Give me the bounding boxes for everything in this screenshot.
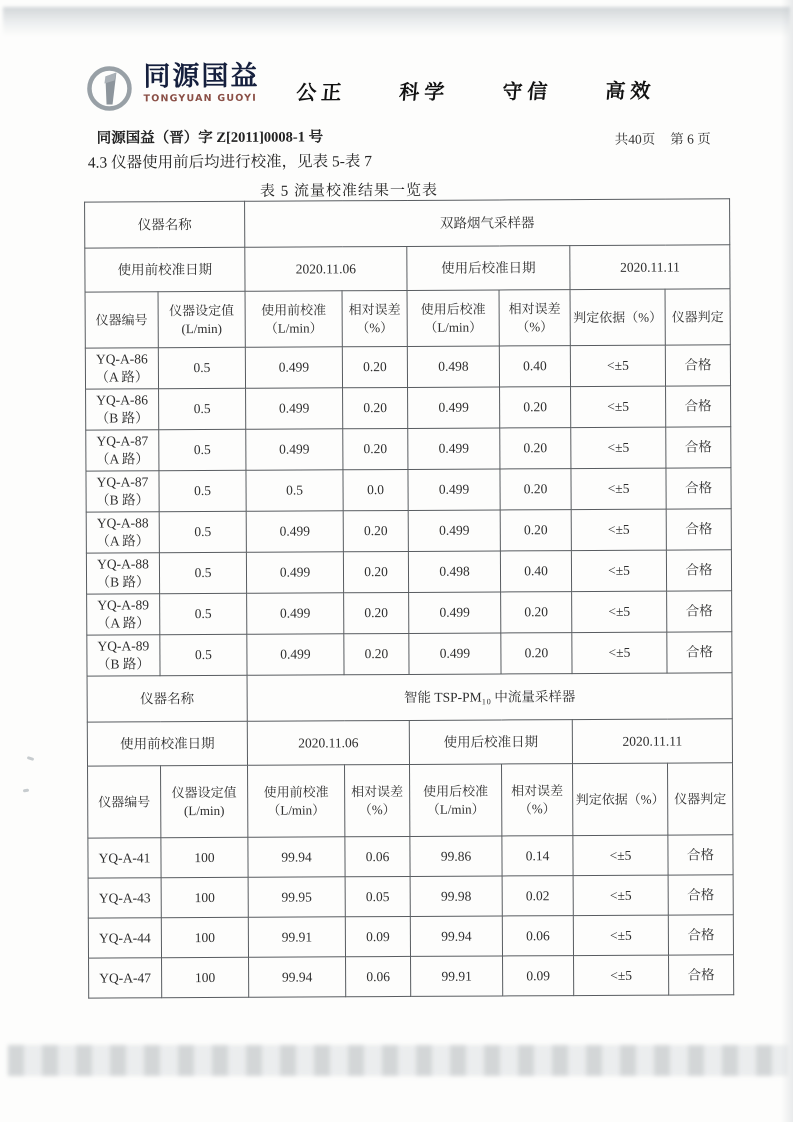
cell-post-cal: 0.498 [408,551,500,592]
cell-pre-cal: 0.499 [247,593,344,635]
post-date: 2020.11.11 [570,245,730,290]
col-header: 相对误差（%） [502,764,573,836]
cell-criterion: <±5 [572,591,667,632]
cell-instrument-id: YQ-A-43 [88,878,161,918]
table-row [85,199,730,248]
cell-pre-err: 0.09 [345,916,410,956]
cell-result: 合格 [666,386,731,427]
table-row [85,245,730,292]
cell-pre-err: 0.06 [345,836,410,876]
cell-post-err: 0.40 [499,346,570,387]
col-header: 相对误差（%） [499,290,570,346]
cell-set-value: 0.5 [159,470,246,511]
cell-set-value: 0.5 [160,593,247,634]
pre-date: 2020.11.06 [245,246,407,291]
document-number: 同源国益（晋）字 Z[2011]0008-1 号 [97,125,323,147]
cell-pre-cal: 0.5 [246,470,343,512]
cell-post-err: 0.20 [501,592,572,633]
instrument-name: 智能 TSP-PM₁₀ 中流量采样器 [247,673,732,722]
cell-pre-cal: 0.499 [246,552,343,594]
cell-set-value: 0.5 [159,552,246,593]
table-row [86,386,731,430]
cell-pre-err: 0.05 [345,876,410,916]
col-header: 相对误差（%） [342,290,407,346]
company-logo [84,63,259,114]
cell-criterion: <±5 [574,955,669,995]
cell-set-value: 100 [162,957,249,997]
cell-post-err: 0.14 [502,836,573,876]
table-row [86,550,731,594]
table-row [86,468,731,512]
pre-date-label: 使用前校准日期 [85,247,245,292]
cell-pre-cal: 99.95 [248,877,345,918]
instrument-name-label: 仪器名称 [85,201,245,248]
table-row [85,345,730,389]
cell-result: 合格 [666,468,731,509]
table-header-row [85,289,730,348]
cell-result: 合格 [666,509,731,550]
calibration-table [84,198,734,998]
table-header-row [88,763,733,838]
cell-instrument-id: YQ-A-89（A 路） [87,594,160,635]
cell-criterion: <±5 [573,835,668,875]
slogan-word: 高效 [604,75,656,104]
cell-criterion: <±5 [571,427,666,468]
cell-pre-err: 0.20 [343,551,408,592]
col-header: 仪器编号 [85,292,158,348]
section-heading: 4.3 仪器使用前后均进行校准，见表 5-表 7 [88,149,372,172]
cell-post-cal: 0.499 [409,592,501,633]
cell-instrument-id: YQ-A-44 [88,918,161,958]
col-header: 仪器判定 [665,289,730,345]
cell-pre-cal: 0.499 [246,388,343,430]
cell-criterion: <±5 [570,345,665,386]
col-header: 使用后校准（L/min） [410,764,502,836]
col-header: 仪器设定值(L/min) [158,291,245,347]
cell-result: 合格 [665,345,730,386]
cell-pre-err: 0.20 [343,387,408,428]
cell-result: 合格 [668,835,733,875]
cell-instrument-id: YQ-A-41 [88,838,161,878]
logo-icon [84,63,134,113]
pre-date: 2020.11.06 [247,720,409,765]
cell-instrument-id: YQ-A-88（B 路） [86,553,159,594]
cell-pre-err: 0.20 [342,346,407,387]
col-header: 判定依据（%） [570,289,665,345]
post-date: 2020.11.11 [572,719,732,764]
cell-pre-err: 0.20 [344,633,409,674]
col-header: 使用前校准（L/min） [245,291,342,348]
cell-set-value: 100 [161,837,248,877]
cell-result: 合格 [668,875,733,915]
cell-pre-err: 0.0 [343,469,408,510]
total-pages: 共40页 [615,128,656,148]
cell-criterion: <±5 [573,915,668,955]
cell-result: 合格 [669,955,734,995]
cell-result: 合格 [668,915,733,955]
cell-post-cal: 99.94 [410,916,502,956]
cell-post-cal: 99.86 [410,836,502,876]
table-row [87,673,732,722]
table-row [86,427,731,471]
cell-pre-cal: 99.94 [248,837,345,878]
cell-post-err: 0.20 [500,469,571,510]
slogan-word: 公正 [295,76,347,105]
cell-post-err: 0.06 [502,916,573,956]
post-date-label: 使用后校准日期 [407,246,570,291]
col-header: 仪器设定值(L/min) [161,765,248,837]
col-header: 仪器判定 [667,763,732,835]
table-row [87,591,732,635]
cell-criterion: <±5 [573,875,668,915]
logo-text [143,63,259,105]
cell-pre-err: 0.20 [344,592,409,633]
cell-instrument-id: YQ-A-87（B 路） [86,471,159,512]
cell-result: 合格 [667,632,732,673]
cell-set-value: 0.5 [159,429,246,470]
cell-post-err: 0.20 [500,510,571,551]
cell-result: 合格 [666,550,731,591]
cell-criterion: <±5 [571,468,666,509]
cell-criterion: <±5 [572,632,667,673]
cell-set-value: 0.5 [160,634,247,675]
cell-instrument-id: YQ-A-86（B 路） [86,389,159,430]
cell-post-cal: 0.499 [408,428,500,469]
slogan [295,75,656,106]
cell-post-err: 0.09 [503,956,574,996]
col-header: 相对误差（%） [345,764,410,836]
table-row [89,955,734,998]
cell-post-cal: 0.499 [408,510,500,551]
slogan-word: 科学 [398,76,450,105]
cell-pre-cal: 0.499 [245,347,342,389]
cell-result: 合格 [667,591,732,632]
current-page: 第 6 页 [670,127,711,147]
table-row [88,915,733,958]
col-header: 使用前校准（L/min） [248,765,345,838]
col-header: 判定依据（%） [573,763,668,835]
cell-pre-cal: 0.499 [246,429,343,471]
cell-pre-err: 0.20 [343,428,408,469]
cell-instrument-id: YQ-A-87（A 路） [86,430,159,471]
cell-pre-cal: 0.499 [247,634,344,676]
col-header: 仪器编号 [88,766,161,838]
cell-instrument-id: YQ-A-88（A 路） [86,512,159,553]
cell-post-err: 0.02 [502,876,573,916]
table-row [86,509,731,553]
cell-post-err: 0.20 [500,428,571,469]
cell-set-value: 0.5 [159,511,246,552]
cell-post-cal: 99.91 [411,956,503,996]
post-date-label: 使用后校准日期 [409,720,572,765]
pre-date-label: 使用前校准日期 [87,721,247,766]
table-title: 表 5 流量校准结果一览表 [260,179,438,201]
cell-set-value: 100 [161,917,248,957]
col-header: 使用后校准（L/min） [407,290,499,346]
table-row [88,875,733,918]
cell-post-cal: 99.98 [410,876,502,916]
cell-set-value: 100 [161,877,248,917]
cell-pre-err: 0.20 [343,510,408,551]
cell-pre-err: 0.06 [346,956,411,996]
cell-post-cal: 0.499 [408,387,500,428]
cell-set-value: 0.5 [158,347,245,388]
cell-criterion: <±5 [571,509,666,550]
cell-post-cal: 0.498 [407,346,499,387]
cell-post-cal: 0.499 [409,633,501,674]
cell-pre-cal: 99.91 [248,917,345,958]
logo-name-cn: 同源国益 [143,63,259,92]
slogan-word: 守信 [501,75,553,104]
instrument-name-label: 仪器名称 [87,675,247,722]
cell-instrument-id: YQ-A-86（A 路） [85,348,158,389]
cell-pre-cal: 0.499 [246,511,343,553]
table-row [87,719,732,766]
cell-criterion: <±5 [571,386,666,427]
cell-instrument-id: YQ-A-89（B 路） [87,635,160,676]
cell-pre-cal: 99.94 [249,957,346,998]
table-row [87,632,732,676]
logo-name-en: TONGYUAN GUOYI [143,93,259,105]
cell-criterion: <±5 [571,550,666,591]
cell-post-cal: 0.499 [408,469,500,510]
page-indicator [615,127,711,148]
cell-post-err: 0.20 [500,387,571,428]
cell-set-value: 0.5 [159,388,246,429]
cell-post-err: 0.20 [501,633,572,674]
table-row [88,835,733,878]
cell-instrument-id: YQ-A-47 [89,958,162,998]
cell-result: 合格 [666,427,731,468]
instrument-name: 双路烟气采样器 [245,199,730,248]
cell-post-err: 0.40 [500,551,571,592]
